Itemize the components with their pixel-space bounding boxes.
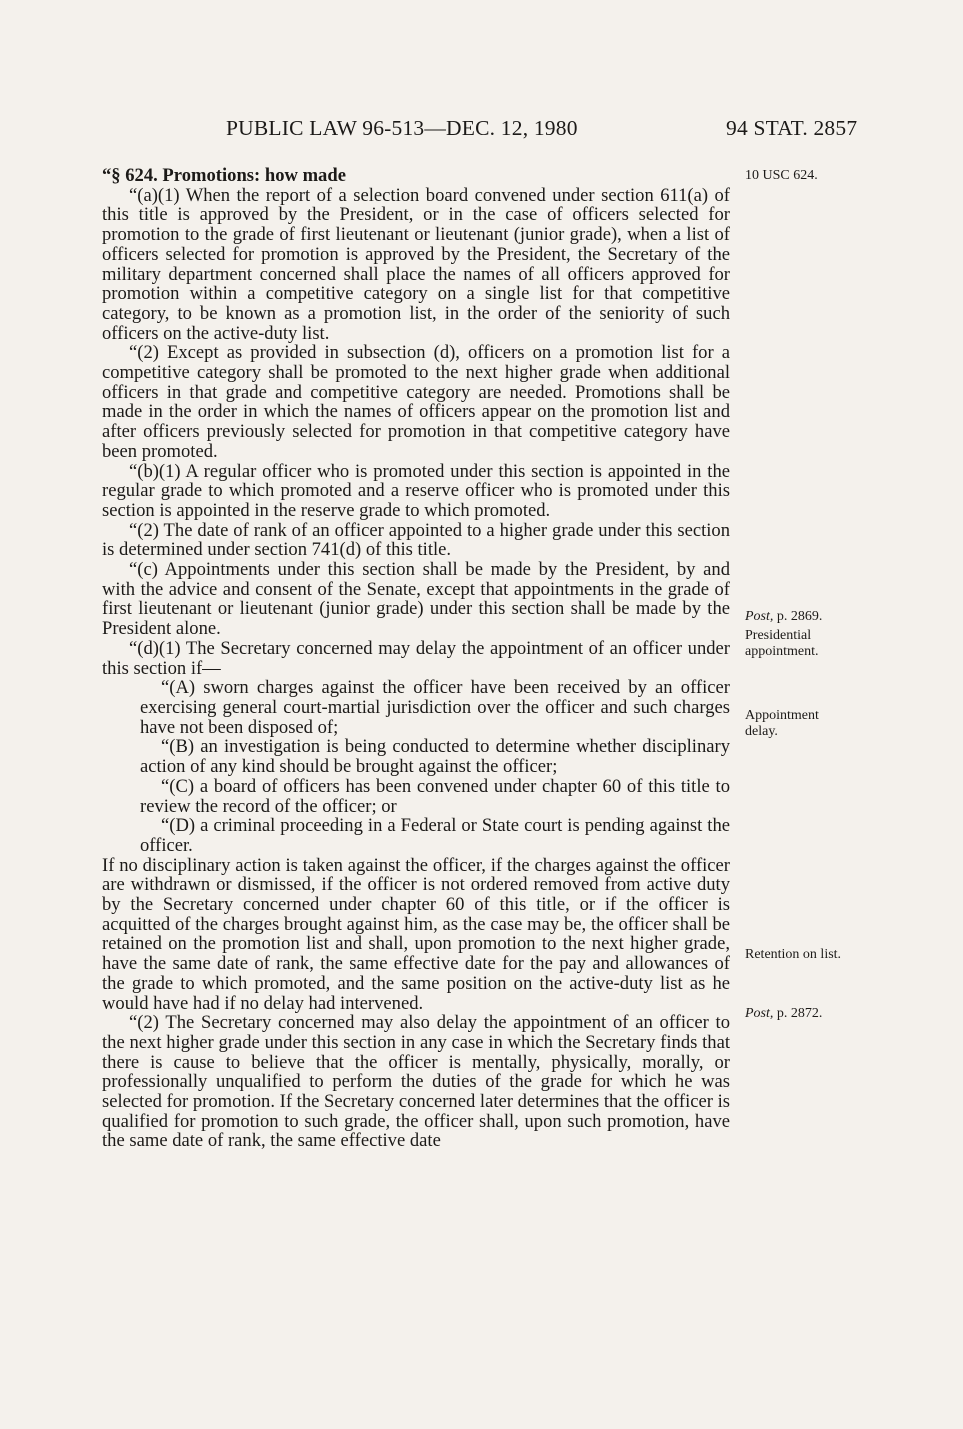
clause-b: “(B) an investigation is being conducted to determine whether disciplinary action of any kind should be brought against the officer; xyxy=(140,736,730,778)
margin-note-post-label: Post, xyxy=(745,609,774,624)
page-header-title: PUBLIC LAW 96-513—DEC. 12, 1980 xyxy=(226,116,578,140)
paragraph-continuation: If no disciplinary action is taken against the officer, if the charges against the officer are withdrawn or dismissed, if the officer is not ordered removed from active duty by the Secretary concerned under chapter 60 of this title, or if the officer is acquitted of the charges brought against him, as the case may be, the officer shall be retained on the promotion list and shall, upon promotion to the next higher grade, have the same date of rank, the same effective date for the pay and allowances of the grade to which promoted, and the same position on the active-duty list as he would have had if no delay had intervened. xyxy=(102,854,730,1014)
margin-note-post-2872 xyxy=(745,1006,822,1022)
margin-note-retention: Retention on list. xyxy=(745,947,842,962)
margin-note-post-2869 xyxy=(745,609,822,625)
page-header-stat: 94 STAT. 2857 xyxy=(726,116,858,140)
margin-note-appointment-delay: Appointment delay. xyxy=(745,708,819,739)
clause-d: “(D) a criminal proceeding in a Federal or State court is pending against the officer. xyxy=(140,815,730,856)
margin-note-presidential-appointment: Presidential appointment. xyxy=(745,628,819,659)
paragraph-b1: “(b)(1) A regular officer who is promoted under this section is appointed in the regular grade to which promoted and a reserve officer who is promoted under this section is appointed in the reserve grade to which promoted. xyxy=(102,460,730,521)
paragraph-b2: “(2) The date of rank of an officer appointed to a higher grade under this section is determined under section 741(d) of this title. xyxy=(102,519,730,561)
paragraph-a1: “(a)(1) When the report of a selection board convened under section 611(a) of this title is approved by the President, or in the case of officers selected for promotion to the grade of first lieutenant or lieutenant (junior grade), when a list of officers selected for promotion is approved by the President, the Secretary of the military department concerned shall place the names of all officers approved for promotion within a competitive category on a single list for that competitive category, to be known as a promotion list, in the order of the seniority of such officers on the active-duty list. xyxy=(102,184,730,344)
paragraph-d1: “(d)(1) The Secretary concerned may delay the appointment of an officer under this section if— xyxy=(102,637,730,679)
margin-note-post-label-2: Post, xyxy=(745,1006,774,1021)
paragraph-a2: “(2) Except as provided in subsection (d), officers on a promotion list for a competitive category shall be promoted to the next higher grade when additional officers in that grade and competitive category are needed. Promotions shall be made in the order in which the names of officers appear on the promotion list and after officers previously selected for promotion in that competitive category have been promoted. xyxy=(102,342,730,462)
paragraph-d2: “(2) The Secretary concerned may also delay the appointment of an officer to the next higher grade under this section in any case in which the Secretary finds that there is cause to believe that the officer is mentally, physically, morally, or professionally unqualified to perform the duties of the grade for which he was selected for promotion. If the Secretary concerned later determines that the officer is qualified for promotion to such grade, the officer shall, upon such promotion, have the same date of rank, the same effective date xyxy=(102,1012,730,1152)
margin-note-usc: 10 USC 624. xyxy=(745,168,818,183)
paragraph-c: “(c) Appointments under this section shall be made by the President, by and with the advice and consent of the Senate, except that appointments in the grade of first lieutenant or lieutenant (junior grade) under this section shall be made by the President alone. xyxy=(102,559,730,640)
section-heading: “§ 624. Promotions: how made xyxy=(102,165,346,186)
section-body xyxy=(102,166,730,1151)
margin-note-post-page-2: p. 2872. xyxy=(773,1006,823,1021)
margin-note-post-page: p. 2869. xyxy=(773,609,823,624)
clause-a: “(A) sworn charges against the officer have been received by an officer exercising general court-martial jurisdiction over the officer and such charges have not been disposed of; xyxy=(140,677,730,738)
clause-c: “(C) a board of officers has been convened under chapter 60 of this title to review the record of the officer; or xyxy=(140,775,730,817)
